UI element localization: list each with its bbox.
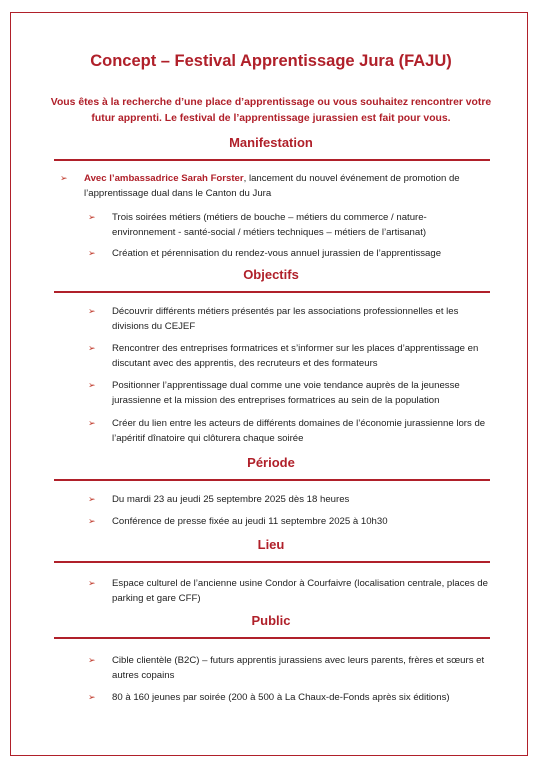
section-rule	[54, 291, 490, 293]
lieu-item	[88, 576, 488, 606]
arrow-bullet-icon: ➢	[88, 212, 96, 222]
heading-lieu: Lieu	[257, 537, 285, 552]
objectifs-item	[88, 378, 488, 408]
arrow-bullet-icon: ➢	[88, 418, 96, 428]
bullet-text: Du mardi 23 au jeudi 25 septembre 2025 dès 18 heures	[112, 494, 350, 505]
periode-item	[88, 514, 488, 529]
bullet-text: Cible clientèle (B2C) – futurs apprentis jurassiens avec leurs parents, frères et sœurs et autres copains	[112, 655, 485, 681]
bullet-text: Découvrir différents métiers présentés par les associations professionnelles et les divisions du CEJEF	[112, 306, 459, 332]
section-rule	[54, 159, 490, 161]
bullet-text: Trois soirées métiers (métiers de bouche – métiers du commerce / nature-environnement - santé-social / métiers techniques – métiers de l’artisanat)	[112, 212, 427, 238]
section-rule	[54, 479, 490, 481]
arrow-bullet-icon: ➢	[88, 248, 96, 258]
bullet-text: Positionner l’apprentissage dual comme une voie tendance auprès de la jeunesse jurassienne et la mission des entreprises formatrices au sein de la population	[112, 380, 460, 406]
heading-objectifs: Objectifs	[243, 267, 299, 282]
arrow-bullet-icon: ➢	[88, 380, 96, 390]
intro-text: Vous êtes à la recherche d’une place d’apprentissage ou vous souhaitez rencontrer votre futur apprenti. Le festival de l’apprentissage jurassien est fait pour vous.	[50, 97, 492, 124]
heading-public: Public	[251, 613, 291, 628]
manifestation-main-item	[60, 171, 488, 201]
bullet-text: Conférence de presse fixée au jeudi 11 septembre 2025 à 10h30	[112, 516, 388, 527]
periode-item	[88, 492, 488, 507]
bullet-text: Espace culturel de l’ancienne usine Condor à Courfaivre (localisation centrale, places de parking et gare CFF)	[112, 578, 488, 604]
bullet-text: Rencontrer des entreprises formatrices et s’informer sur les places d’apprentissage en discutant avec des apprentis, des recruteurs et des formateurs	[112, 343, 479, 369]
ambassador-text: Avec l’ambassadrice Sarah Forster	[84, 173, 244, 184]
section-rule	[54, 637, 490, 639]
manifestation-sub-item	[88, 210, 488, 240]
arrow-bullet-icon: ➢	[88, 343, 96, 353]
arrow-bullet-icon: ➢	[88, 494, 96, 504]
objectifs-item	[88, 341, 488, 371]
objectifs-item	[88, 416, 488, 446]
launch-text: , lancement du nouvel événement de promotion de l’apprentissage dual dans le Canton du Jura	[84, 173, 460, 199]
heading-manifestation: Manifestation	[229, 135, 313, 150]
manifestation-sub-item	[88, 246, 488, 261]
heading-periode: Période	[247, 455, 295, 470]
arrow-bullet-icon: ➢	[88, 306, 96, 316]
bullet-text: 80 à 160 jeunes par soirée (200 à 500 à La Chaux-de-Fonds après six éditions)	[112, 692, 450, 703]
arrow-bullet-icon: ➢	[88, 655, 96, 665]
public-item	[88, 653, 488, 683]
arrow-bullet-icon: ➢	[88, 516, 96, 526]
arrow-bullet-icon: ➢	[88, 692, 96, 702]
bullet-text: Création et pérennisation du rendez-vous annuel jurassien de l’apprentissage	[112, 248, 442, 259]
section-rule	[54, 561, 490, 563]
arrow-bullet-icon: ➢	[60, 173, 68, 183]
arrow-bullet-icon: ➢	[88, 578, 96, 588]
public-item	[88, 690, 488, 705]
document-title: Concept – Festival Apprentissage Jura (FAJU)	[90, 52, 452, 70]
bullet-text: Créer du lien entre les acteurs de différents domaines de l’économie jurassienne lors de l’apéritif dînatoire qui clôturera chaque soirée	[112, 418, 486, 444]
objectifs-item	[88, 304, 488, 334]
